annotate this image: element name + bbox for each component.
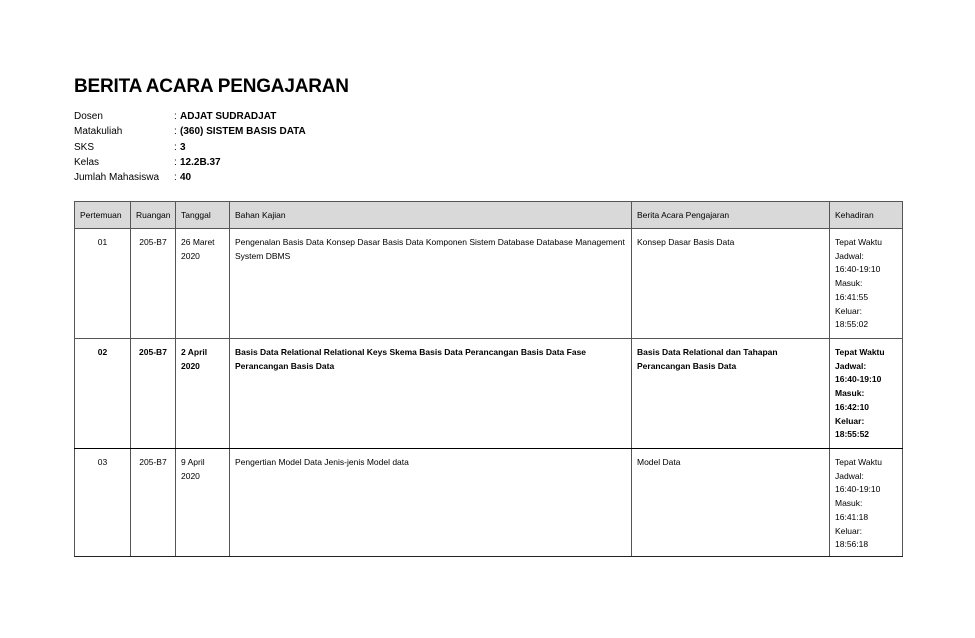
info-label: Matakuliah — [74, 126, 123, 138]
cell-pertemuan: 03 — [75, 449, 131, 557]
table-row — [75, 449, 903, 557]
column-header-pertemuan: Pertemuan — [75, 202, 131, 229]
cell-pertemuan: 02 — [75, 339, 131, 449]
cell-kehadiran — [830, 449, 903, 557]
cell-bahan-kajian: Pengertian Model Data Jenis-jenis Model data — [230, 449, 632, 557]
cell-pertemuan: 01 — [75, 229, 131, 339]
page-title: BERITA ACARA PENGAJARAN — [74, 76, 349, 97]
attendance-status: Tepat Waktu — [835, 237, 882, 247]
cell-ruangan: 205-B7 — [131, 449, 176, 557]
table-row — [75, 339, 903, 449]
attendance-line: 16:40-19:10 — [835, 374, 882, 385]
info-separator: : — [174, 172, 177, 184]
cell-bahan-kajian: Basis Data Relational Relational Keys Skema Basis Data Perancangan Basis Data Fase Perancangan Basis Data — [230, 339, 632, 449]
info-separator: : — [174, 126, 177, 138]
table-row — [75, 229, 903, 339]
column-header-berita-acara: Berita Acara Pengajaran — [632, 202, 830, 229]
attendance-line: 16:41:55 — [835, 291, 869, 302]
cell-tanggal: 9 April 2020 — [176, 449, 230, 557]
attendance-line: Masuk: — [835, 388, 865, 399]
cell-ruangan: 205-B7 — [131, 339, 176, 449]
info-value: 12.2B.37 — [180, 156, 221, 168]
column-header-kehadiran: Kehadiran — [830, 202, 903, 229]
info-sks — [74, 142, 306, 157]
cell-kehadiran — [830, 229, 903, 339]
column-header-bahan-kajian: Bahan Kajian — [230, 202, 632, 229]
attendance-line: 16:42:10 — [835, 401, 870, 412]
attendance-table — [74, 201, 903, 557]
course-info — [74, 111, 306, 187]
attendance-line: 18:55:52 — [835, 429, 870, 440]
column-header-ruangan: Ruangan — [131, 202, 176, 229]
attendance-line: 16:40-19:10 — [835, 484, 881, 495]
attendance-line: Jadwal: — [835, 470, 864, 481]
info-value: 40 — [180, 172, 192, 184]
info-separator: : — [174, 111, 177, 122]
cell-tanggal: 2 April 2020 — [176, 339, 230, 449]
cell-berita-acara: Konsep Dasar Basis Data — [632, 229, 830, 339]
cell-tanggal: 26 Maret 2020 — [176, 229, 230, 339]
attendance-line: 16:40-19:10 — [835, 264, 881, 275]
attendance-line: 16:41:18 — [835, 511, 869, 522]
cell-berita-acara: Basis Data Relational dan Tahapan Perancangan Basis Data — [632, 339, 830, 449]
attendance-line: Keluar: — [835, 305, 862, 316]
info-separator: : — [174, 156, 177, 168]
attendance-line: 18:56:18 — [835, 539, 869, 550]
attendance-line: Masuk: — [835, 498, 863, 509]
info-value: ADJAT SUDRADJAT — [180, 111, 277, 122]
attendance-line: Keluar: — [835, 525, 862, 536]
attendance-line: Jadwal: — [835, 360, 867, 371]
attendance-status: Tepat Waktu — [835, 347, 885, 357]
info-matakuliah — [74, 126, 306, 141]
info-jumlah-mahasiswa — [74, 172, 306, 187]
cell-bahan-kajian: Pengenalan Basis Data Konsep Dasar Basis Data Komponen Sistem Database Database Management System DBMS — [230, 229, 632, 339]
info-label: Jumlah Mahasiswa — [74, 172, 160, 184]
info-dosen — [74, 111, 306, 126]
attendance-line: 18:55:02 — [835, 319, 869, 330]
info-kelas — [74, 157, 306, 172]
info-label: Dosen — [74, 111, 103, 122]
cell-berita-acara: Model Data — [632, 449, 830, 557]
attendance-line: Keluar: — [835, 415, 865, 426]
attendance-line: Jadwal: — [835, 250, 864, 261]
column-header-tanggal: Tanggal — [176, 202, 230, 229]
info-label: SKS — [74, 141, 95, 153]
cell-kehadiran — [830, 339, 903, 449]
attendance-status: Tepat Waktu — [835, 457, 882, 467]
info-value: 3 — [180, 141, 186, 153]
info-label: Kelas — [74, 156, 100, 168]
attendance-line: Masuk: — [835, 278, 863, 289]
info-value: (360) SISTEM BASIS DATA — [180, 126, 306, 138]
table-header-row — [75, 202, 903, 229]
cell-ruangan: 205-B7 — [131, 229, 176, 339]
info-separator: : — [174, 141, 177, 153]
